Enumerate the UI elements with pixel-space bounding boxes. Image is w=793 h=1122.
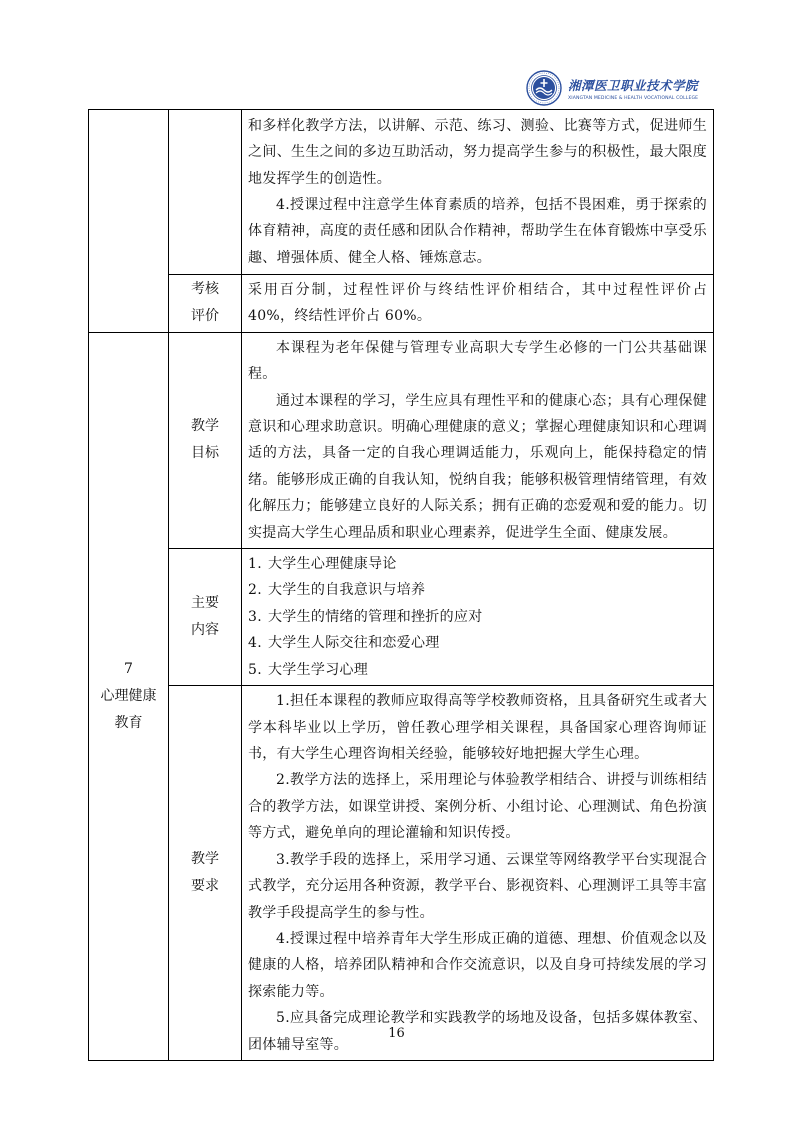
list-item: 2. 大学生的自我意识与培养 xyxy=(248,582,426,599)
requirement-paragraph: 5.应具备完成理论教学和实践教学的场地及设备，包括多媒体教室、团体辅导室等。 xyxy=(248,1010,707,1053)
college-seal-icon xyxy=(526,70,562,106)
goals-label: 教学 目标 xyxy=(169,332,242,548)
requirements-label: 教学 要求 xyxy=(169,686,242,1061)
table-row xyxy=(89,110,714,275)
course-number: 7 xyxy=(124,660,133,677)
college-logo xyxy=(526,69,708,107)
logo-subtitle: XIANGTAN MEDICINE & HEALTH VOCATIONAL COLLEGE xyxy=(568,95,699,101)
content-label: 主要 内容 xyxy=(169,549,242,686)
list-item: 4. 大学生人际交往和恋爱心理 xyxy=(248,635,440,652)
logo-title: 湘潭医卫职业技术学院 xyxy=(568,77,699,93)
course-name-cell xyxy=(89,332,169,1060)
requirement-paragraph: 2.教学方法的选择上，采用理论与体验教学相结合、讲授与训练相结合的教学方法，如课堂讲授、案例分析、小组讨论、心理测试、角色扮演等方式，避免单向的理论灌输和知识传授。 xyxy=(248,772,707,842)
requirements-cell xyxy=(242,686,714,1061)
prev-course-cell xyxy=(89,110,169,333)
goals-cell xyxy=(242,332,714,548)
course-name-cont: 教育 xyxy=(114,714,143,731)
list-item: 1. 大学生心理健康导论 xyxy=(248,556,397,573)
list-item: 3. 大学生的情绪的管理和挫折的应对 xyxy=(248,608,483,625)
goals-paragraph: 通过本课程的学习，学生应具有理性平和的健康心态；具有心理保健意识和心理求助意识。明确心理健康的意义；掌握心理健康知识和心理调适的方法，具备一定的自我心理调适能力，乐观向上，能保持稳定的情绪。能够形成正确的自我认知，悦纳自我；能够积极管理情绪管理，有效化解压力；能够建立良好的人际关系；拥有正确的恋爱观和爱的能力。切实提高大学生心理品质和职业心理素养，促进学生全面、健康发展。 xyxy=(248,392,707,541)
assessment-text: 采用百分制，过程性评价与终结性评价相结合，其中过程性评价占 40%，终结性评价占 60%。 xyxy=(248,282,707,325)
requirement-paragraph: 4.授课过程中培养青年大学生形成正确的道德、理想、价值观念以及健康的人格，培养团队精神和合作交流意识，以及自身可持续发展的学习探索能力等。 xyxy=(248,930,707,1000)
course-table xyxy=(88,109,714,1061)
course-name: 心理健康 xyxy=(100,687,157,704)
requirement-paragraph: 和多样化教学方法，以讲解、示范、练习、测验、比赛等方式，促进师生之间、生生之间的多边互助活动，努力提高学生参与的积极性，最大限度地发挥学生的创造性。 xyxy=(248,117,707,187)
page-number: 16 xyxy=(388,1026,405,1041)
list-item: 5. 大学生学习心理 xyxy=(248,661,369,678)
prev-req-cell xyxy=(242,110,714,275)
table-row xyxy=(89,549,714,686)
assessment-label: 考核 评价 xyxy=(169,275,242,333)
table-row xyxy=(89,332,714,548)
table-row xyxy=(89,275,714,333)
assessment-cell xyxy=(242,275,714,333)
requirement-paragraph: 3.教学手段的选择上，采用学习通、云课堂等网络教学平台实现混合式教学，充分运用各种资源，教学平台、影视资料、心理测评工具等丰富教学手段提高学生的参与性。 xyxy=(248,851,707,921)
table-row xyxy=(89,686,714,1061)
prev-req-label-cell xyxy=(169,110,242,275)
goals-paragraph: 本课程为老年保健与管理专业高职大专学生必修的一门公共基础课程。 xyxy=(248,339,707,383)
content-cell xyxy=(242,549,714,686)
requirement-paragraph: 1.担任本课程的教师应取得高等学校教师资格，且具备研究生或者大学本科毕业以上学历，曾任教心理学相关课程，具备国家心理咨询师证书，有大学生心理咨询相关经验，能够较好地把握大学生心理。 xyxy=(248,693,707,763)
requirement-paragraph: 4.授课过程中注意学生体育素质的培养，包括不畏困难，勇于探索的体育精神，高度的责任感和团队合作精神，帮助学生在体育锻炼中享受乐趣、增强体质、健全人格、锤炼意志。 xyxy=(248,197,707,266)
